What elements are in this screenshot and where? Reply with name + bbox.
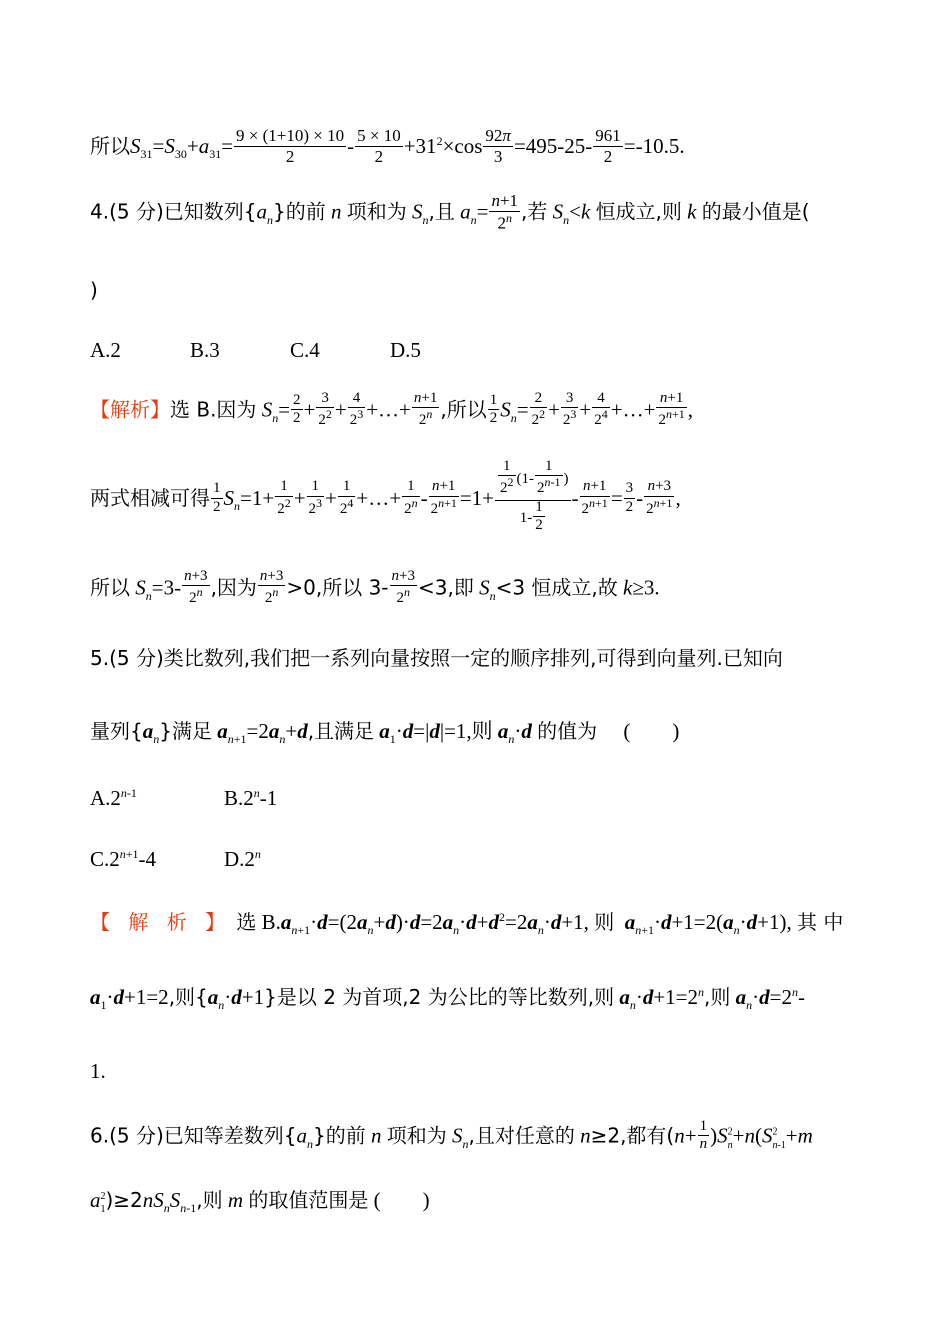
fraction: $\frac{92\pi}{3}$ bbox=[485, 126, 511, 166]
option-d: D.2$^n$ bbox=[224, 847, 261, 871]
fraction: $\frac{n+1}{2^n}$ bbox=[491, 191, 519, 233]
option-c: C.4 bbox=[290, 338, 320, 362]
solution-4-line-3: 所以 $S_n=3-$ $\frac{n+3}{2^n}$ ,因为 $\frac{n+3}{2^n}$ >0,所以 3- $\frac{n+3}{2^n}$ <3,即 $S_n<3$ 恒成立,故 k≥3. bbox=[90, 568, 660, 607]
solution-5-line-2: $a_1\cdot d+1=2$,则$\{a_n\cdot d+1\}$是以 2 为首项,2 为公比的等比数列,则 $a_n\cdot d+1=2^n$,则 $a_n\cdot d=2^n-$ bbox=[90, 985, 805, 1013]
option-d: D.5 bbox=[390, 338, 421, 362]
question-4-options bbox=[90, 340, 421, 361]
question-4-close: ) bbox=[90, 278, 98, 302]
fraction: $\frac{9 \times (1+10) \times 10}{2}$ bbox=[236, 126, 345, 166]
line-1: 所以$S_{31}=S_{30}+a_{31}=$ $\frac{9 \times (1+10) \times 10}{2}$ - $\frac{5 \times 10}{2}$ $+31^2\times\cos$ $\frac{92\pi}{3}$ =495-25- $\frac{961}{2}$ =-10.5. bbox=[90, 126, 685, 166]
fraction: $\frac{961}{2}$ bbox=[595, 126, 621, 166]
question-5-stem-1: 5.(5 分)类比数列,我们把一系列向量按照一定的顺序排列,可得到向量列.已知向 bbox=[90, 646, 783, 670]
solution-5-line-3: 1. bbox=[90, 1059, 106, 1083]
fraction: $\frac{5 \times 10}{2}$ bbox=[357, 126, 401, 166]
jiexi-label: 【 解 析 】 bbox=[90, 910, 232, 934]
option-b: B.3 bbox=[190, 338, 220, 362]
question-6-stem-2: $a^2_1)\ge 2nS_nS_{n-1}$,则 m 的取值范围是 ( ) bbox=[90, 1188, 430, 1216]
solution-5-line-1: 【 解 析 】 选 $B.a_{n+1}\cdot d=(2a_n+d)\cdot d=2a_n\cdot d+d^2=2a_n\cdot d+1$, 则 $a_{n+1}\cdot d+1=2(a_n\cdot d+1)$, 其 中 bbox=[90, 910, 844, 938]
option-c: $C.2^{n+1}-4$ bbox=[90, 847, 157, 871]
question-5-options-2 bbox=[90, 848, 261, 870]
option-b: B.2$^n$-1 bbox=[224, 786, 278, 810]
question-5-options-1 bbox=[90, 787, 277, 809]
solution-4-line-1: 【解析】选 B.因为 $S_n=$ $\frac{2}{2}$ + $\frac{3}{2^2}$ + $\frac{4}{2^3}$ +…+ $\frac{n+1}{2^n}$ ,所以 $\frac{1}{2}$ $S_n=$ $\frac{2}{2^2}$ + $\frac{3}{2^3}$ + $\frac{4}{2^4}$ +…+ $\frac{n+1}{2^{n+1}}$ , bbox=[90, 390, 693, 429]
jiexi-label: 【解析】 bbox=[90, 397, 170, 422]
question-4-stem: 4.(5 分)已知数列$\{a_n\}$的前 n 项和为 $S_n$,且 $a_n=$ $\frac{n+1}{2^n}$ ,若 $S_n<k$ 恒成立,则 k 的最小值是( bbox=[90, 191, 810, 233]
question-5-stem-2: 量列$\{a_n\}$满足 $a_{n+1}=2a_n+d$,且满足 $a_1\cdot d=|d|=1$,则 $a_n\cdot d$ 的值为 ( ) bbox=[90, 719, 680, 747]
option-a: A.2$^{n-1}$ bbox=[90, 786, 137, 810]
question-6-stem-1: 6.(5 分)已知等差数列$\{a_n\}$的前 n 项和为 $S_n$,且对任意的 n≥2,都有(n+ $\frac{1}{n}$ )$S^2_n+n(S^2_{n-1}+m$ bbox=[90, 1118, 813, 1153]
option-a: A.2 bbox=[90, 338, 121, 362]
solution-4-line-2: 两式相减可得 $\frac{1}{2}$ $S_n=1+$ $\frac{1}{2^2}$ + $\frac{1}{2^3}$ + $\frac{1}{2^4}$ +…+ $\frac{1}{2^n}$ - $\frac{n+1}{2^{n+1}}$ =1+ $\frac{1}{2^2}$ (1- $\frac{1}{2^{n-1}}$ ) 1- $\frac{1}{2}$ - $\frac{n+1}{2^{n+1}}$ = $\frac{3}{2}$ - $\frac{n+3}{2^{n+1}}$ , bbox=[90, 458, 681, 533]
